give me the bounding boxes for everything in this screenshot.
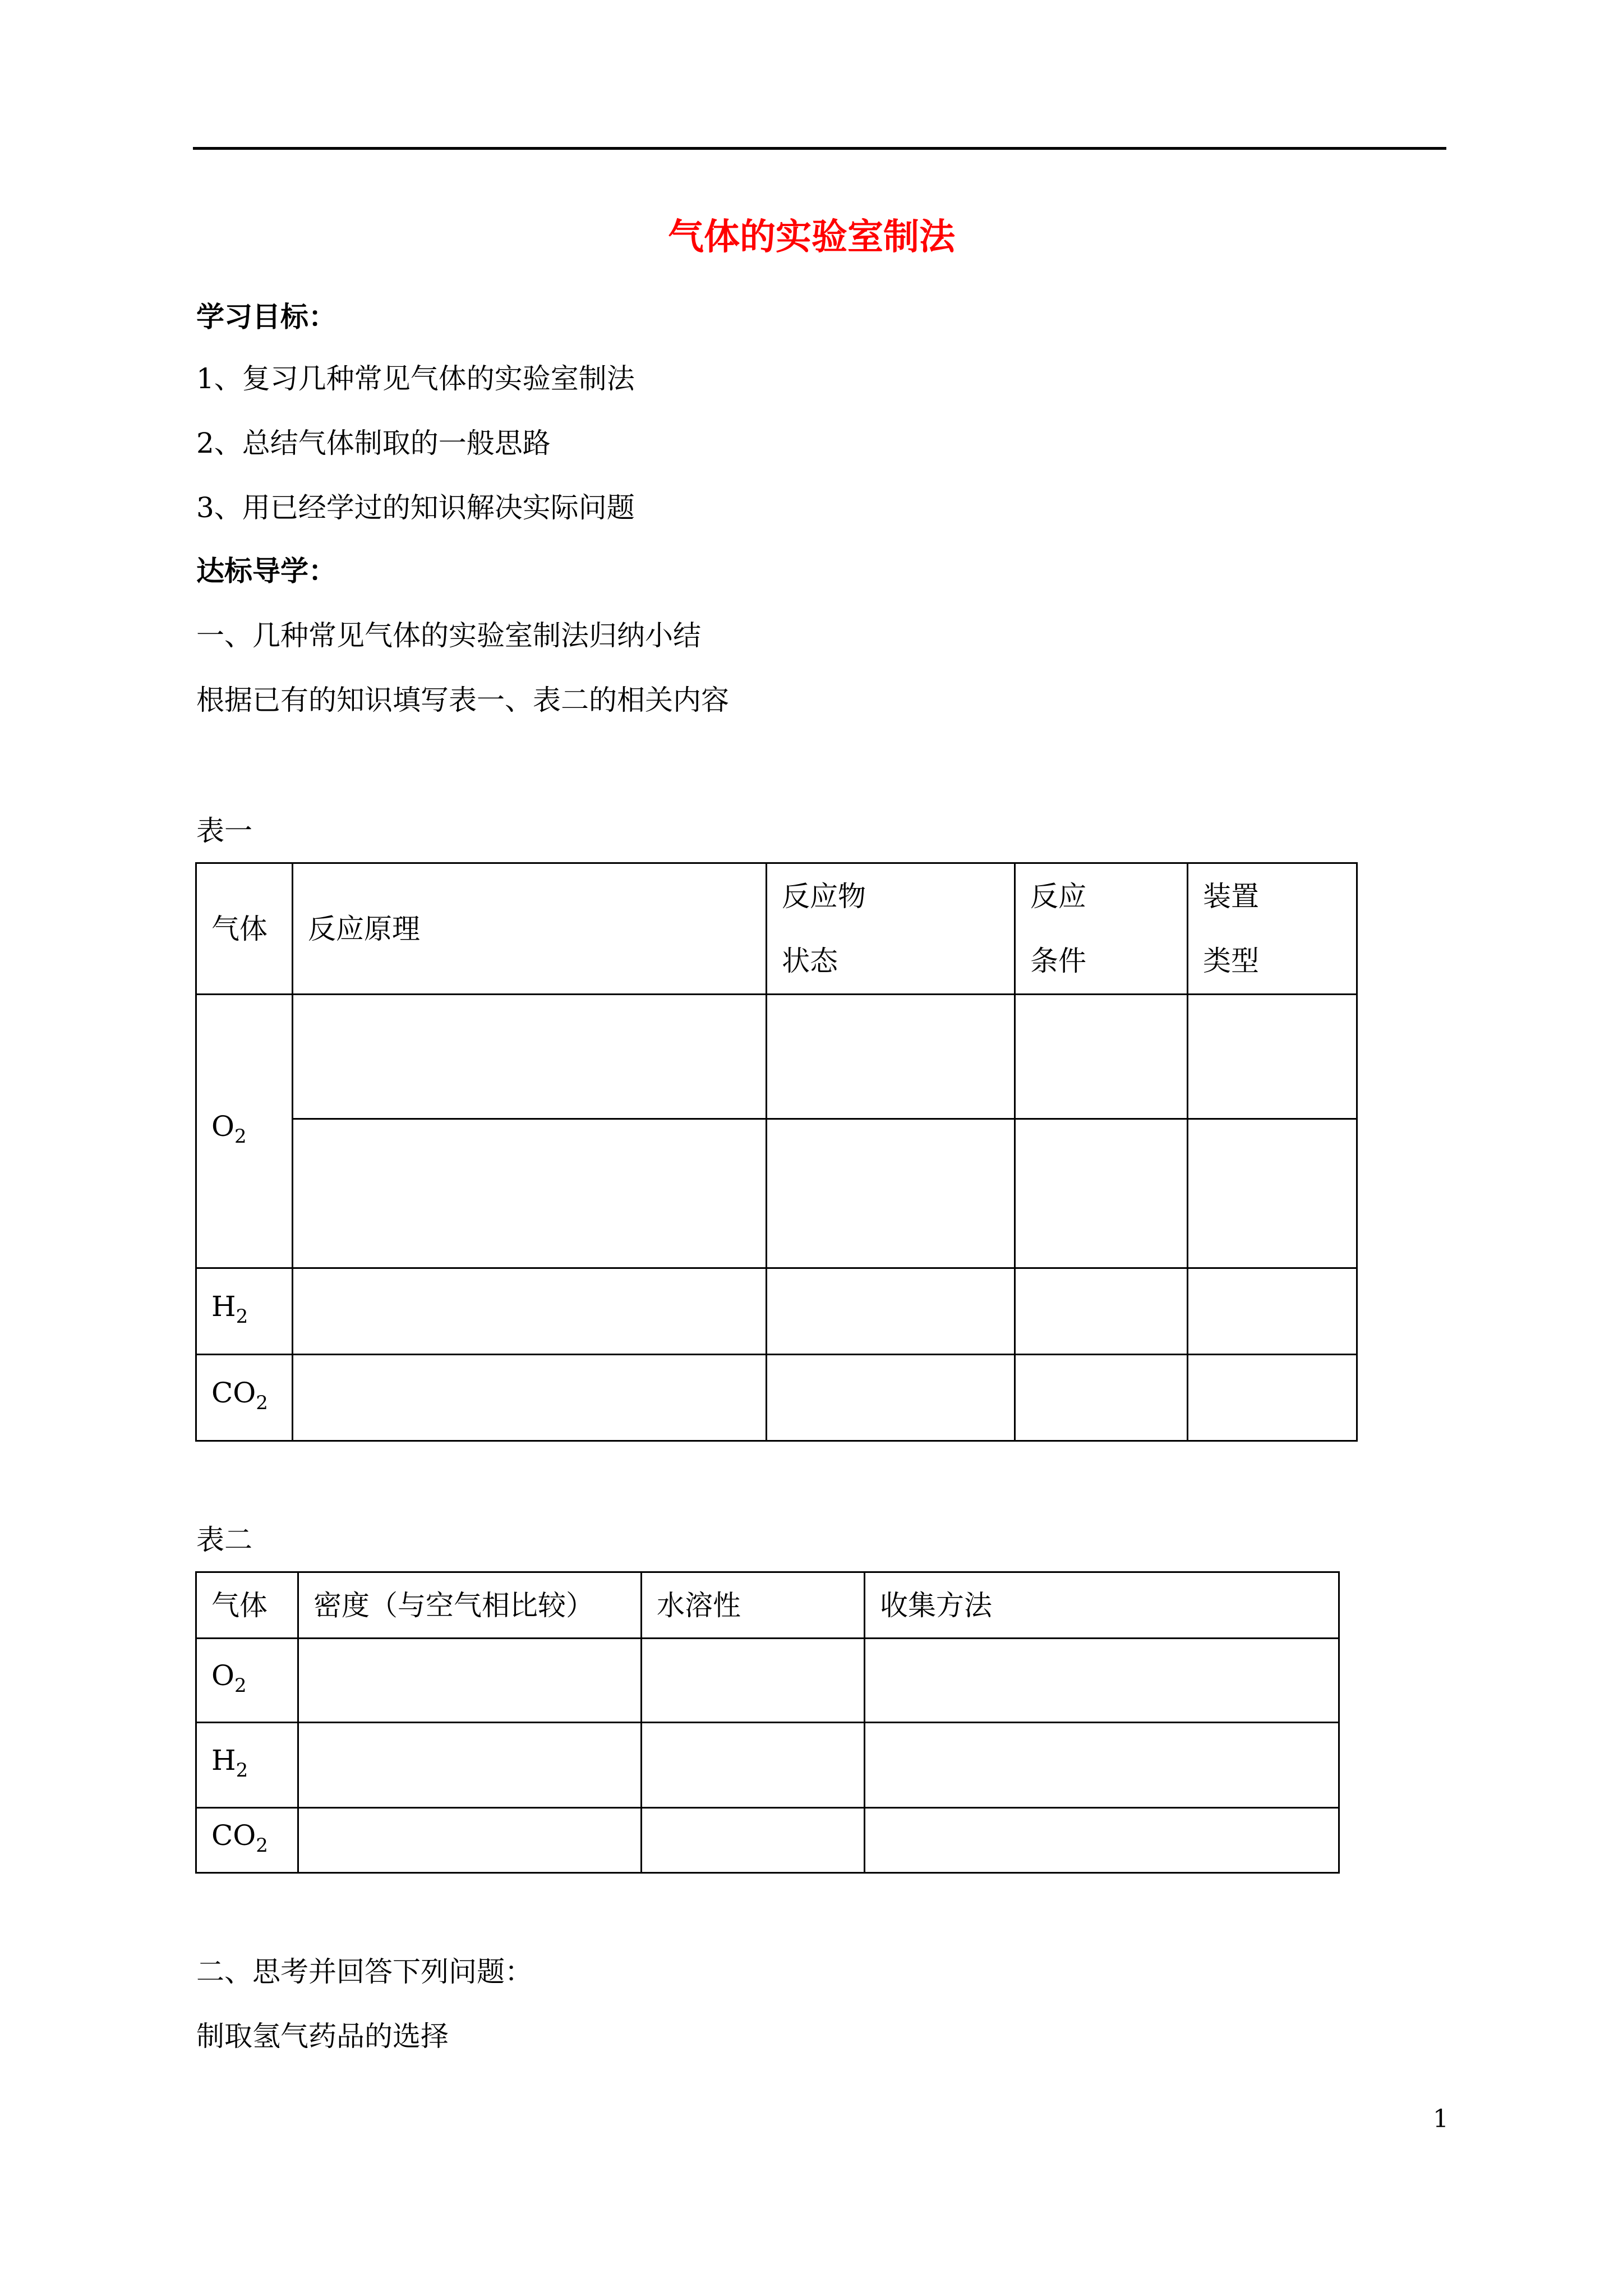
goal-2: 2、总结气体制取的一般思路 bbox=[196, 427, 551, 459]
table2-header-solubility: 水溶性 bbox=[642, 1572, 865, 1639]
gas-formula-base: H bbox=[211, 1743, 236, 1777]
table2-cell bbox=[298, 1639, 642, 1723]
table1-header-row bbox=[196, 863, 1357, 995]
gas-formula-base: CO bbox=[211, 1376, 256, 1409]
table2-cell bbox=[298, 1808, 642, 1873]
table1-header-condition-line1: 反应 bbox=[1030, 880, 1086, 913]
table1-header-gas: 气体 bbox=[196, 863, 293, 995]
table1-cell bbox=[1015, 1119, 1188, 1268]
page-title: 气体的实验室制法 bbox=[668, 217, 955, 258]
table2-cell bbox=[642, 1723, 865, 1808]
gas-formula-base: CO bbox=[211, 1819, 256, 1852]
table1-row-co2 bbox=[196, 1355, 1357, 1441]
table2-header-density: 密度（与空气相比较） bbox=[298, 1572, 642, 1639]
table2-header-gas: 气体 bbox=[196, 1572, 298, 1639]
table1-cell bbox=[1015, 1355, 1188, 1441]
table1-cell bbox=[767, 1355, 1015, 1441]
table2 bbox=[195, 1571, 1340, 1874]
table1-header-state bbox=[767, 863, 1015, 995]
table1-cell bbox=[767, 1268, 1015, 1355]
table2-cell bbox=[865, 1723, 1339, 1808]
table1-header-device bbox=[1188, 863, 1357, 995]
table1-caption: 表一 bbox=[196, 815, 252, 847]
gas-formula-subscript: 2 bbox=[256, 1391, 268, 1414]
table2-cell bbox=[865, 1639, 1339, 1723]
table1-row-o2-b bbox=[196, 1119, 1357, 1268]
table1-gas-h2 bbox=[196, 1268, 293, 1355]
table2-gas-o2 bbox=[196, 1639, 298, 1723]
table1-cell bbox=[293, 1119, 767, 1268]
table1-header-state-line1: 反应物 bbox=[782, 880, 866, 913]
table2-cell bbox=[865, 1808, 1339, 1873]
table1-cell bbox=[1015, 1268, 1188, 1355]
section1-instruction: 根据已有的知识填写表一、表二的相关内容 bbox=[196, 684, 729, 716]
header-rule bbox=[193, 147, 1446, 150]
table1-header-device-line2: 类型 bbox=[1203, 945, 1259, 977]
table1-header-condition bbox=[1015, 863, 1188, 995]
table1-cell bbox=[767, 995, 1015, 1119]
goal-1: 1、复习几种常见气体的实验室制法 bbox=[196, 362, 635, 395]
gas-formula-base: O bbox=[211, 1659, 234, 1692]
section1-title: 一、几种常见气体的实验室制法归纳小结 bbox=[196, 619, 701, 652]
table1-cell bbox=[293, 1268, 767, 1355]
gas-formula-subscript: 2 bbox=[234, 1674, 247, 1697]
table1-row-o2-a bbox=[196, 995, 1357, 1119]
table2-cell bbox=[642, 1639, 865, 1723]
table2-caption: 表二 bbox=[196, 1524, 252, 1556]
table2-row-h2 bbox=[196, 1723, 1339, 1808]
gas-formula-base: O bbox=[211, 1110, 234, 1143]
table2-header-row bbox=[196, 1572, 1339, 1639]
table1-gas-o2 bbox=[196, 995, 293, 1268]
table1-cell bbox=[1188, 1268, 1357, 1355]
table2-cell bbox=[642, 1808, 865, 1873]
guide-heading: 达标导学： bbox=[196, 555, 336, 587]
table2-header-collection: 收集方法 bbox=[865, 1572, 1339, 1639]
table1-header-device-line1: 装置 bbox=[1203, 880, 1259, 913]
table2-row-o2 bbox=[196, 1639, 1339, 1723]
table1-cell bbox=[1188, 1355, 1357, 1441]
table2-gas-co2 bbox=[196, 1808, 298, 1873]
table1-cell bbox=[293, 995, 767, 1119]
table2-row-co2 bbox=[196, 1808, 1339, 1873]
table1-row-h2 bbox=[196, 1268, 1357, 1355]
page-number: 1 bbox=[1433, 2105, 1449, 2133]
learning-goals-heading: 学习目标： bbox=[196, 301, 336, 333]
goal-3: 3、用已经学过的知识解决实际问题 bbox=[196, 491, 635, 524]
table1 bbox=[195, 862, 1358, 1442]
table1-cell bbox=[1015, 995, 1188, 1119]
table1-cell bbox=[293, 1355, 767, 1441]
gas-formula-subscript: 2 bbox=[256, 1834, 268, 1857]
gas-formula-subscript: 2 bbox=[236, 1305, 248, 1328]
table1-header-state-line2: 状态 bbox=[782, 945, 838, 977]
gas-formula-base: H bbox=[211, 1290, 236, 1323]
gas-formula-subscript: 2 bbox=[234, 1125, 247, 1148]
table1-header-principle: 反应原理 bbox=[293, 863, 767, 995]
table1-cell bbox=[767, 1119, 1015, 1268]
table2-gas-h2 bbox=[196, 1723, 298, 1808]
gas-formula-subscript: 2 bbox=[236, 1759, 248, 1782]
table1-cell bbox=[1188, 1119, 1357, 1268]
table1-header-condition-line2: 条件 bbox=[1030, 945, 1086, 977]
section2-title: 二、思考并回答下列问题： bbox=[196, 1955, 533, 1988]
section2-item: 制取氢气药品的选择 bbox=[196, 2020, 449, 2053]
table1-cell bbox=[1188, 995, 1357, 1119]
table1-gas-co2 bbox=[196, 1355, 293, 1441]
table2-cell bbox=[298, 1723, 642, 1808]
